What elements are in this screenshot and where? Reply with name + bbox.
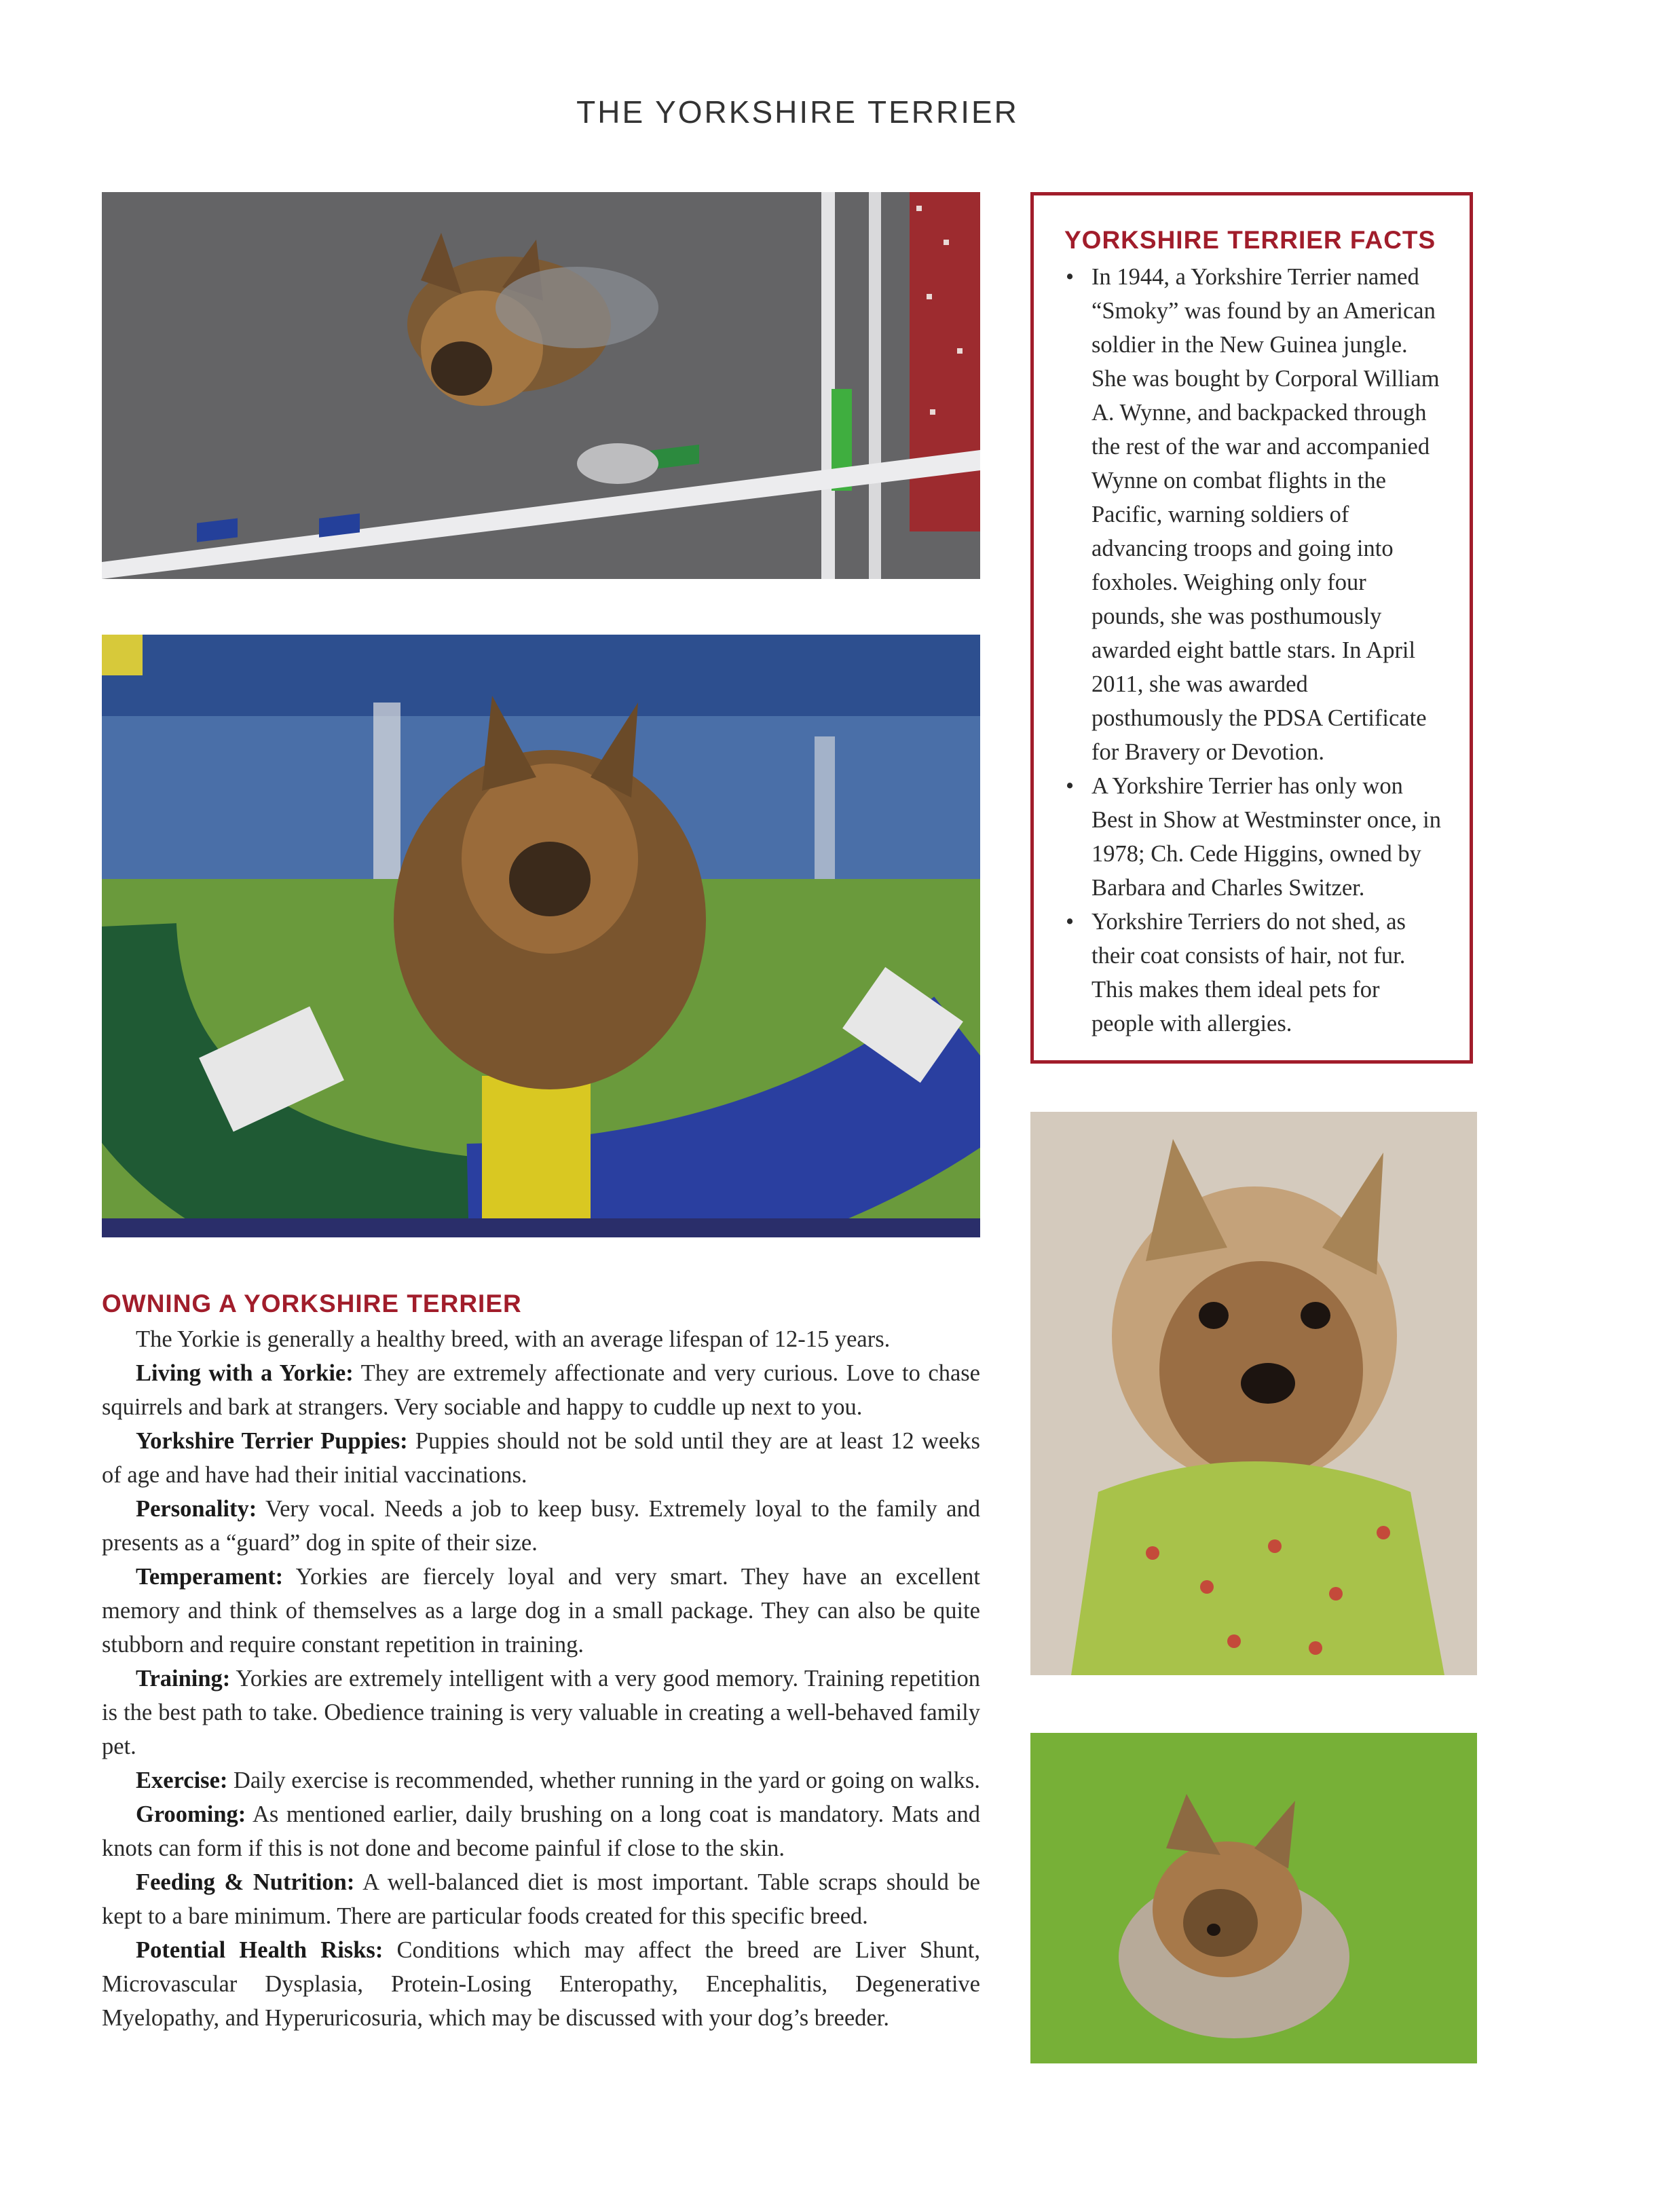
paragraph-text: Conditions which may affect the breed are Liver Shunt, Microvascular Dysplasia, Protein-Losing Enteropathy, Encephalitis, Degenerative Myelopathy, and Hyperuricosuria, which may be discussed with your dog’s breeder. — [102, 1937, 980, 2031]
owning-paragraph — [102, 1492, 980, 1560]
paragraph-text: Yorkies are fiercely loyal and very smart. They have an excellent memory and think of themselves as a large dog in a small package. They can also be quite stubborn and require constant repetition in training. — [102, 1564, 980, 1658]
owning-paragraph — [102, 1662, 980, 1763]
paragraph-label: Grooming: — [136, 1801, 246, 1827]
owning-paragraph — [102, 1424, 980, 1492]
owning-intro: The Yorkie is generally a healthy breed, with an average lifespan of 12-15 years. — [136, 1326, 891, 1352]
fact-item: • In 1944, a Yorkshire Terrier named “Smoky” was found by an American soldier in the New Guinea jungle. She was bought by Corporal William A. Wynne, and backpacked through the rest of the war and accompanied Wynne on combat flights in the Pacific, warning soldiers of advancing troops and going into foxholes. Weighing only four pounds, she was posthumously awarded eight battle stars. In April 2011, she was awarded posthumously the PDSA Certificate for Bravery or Devotion. — [1064, 260, 1442, 769]
photo-yorkie-grass — [1030, 1733, 1477, 2063]
paragraph-text: Very vocal. Needs a job to keep busy. Extremely loyal to the family and presents as a “guard” dog in spite of their size. — [102, 1496, 980, 1556]
facts-list — [1064, 260, 1442, 1041]
owning-section — [102, 1290, 980, 2035]
owning-paragraph — [102, 1356, 980, 1424]
owning-title: OWNING A YORKSHIRE TERRIER — [102, 1290, 522, 1317]
photo-yorkie-agility-jump — [102, 192, 980, 579]
owning-paragraph — [102, 1797, 980, 1865]
paragraph-text: A well-balanced diet is most important. Table scraps should be kept to a bare minimum. There are particular foods created for this specific breed. — [102, 1869, 980, 1929]
owning-paragraph — [102, 1865, 980, 1933]
photo-yorkie-tire-jump — [102, 635, 980, 1237]
paragraph-text: As mentioned earlier, daily brushing on a long coat is mandatory. Mats and knots can form if this is not done and become painful if close to the skin. — [102, 1801, 980, 1861]
paragraph-label: Feeding & Nutrition: — [136, 1869, 355, 1895]
paragraph-text: Puppies should not be sold until they are at least 12 weeks of age and have had their initial vaccinations. — [102, 1428, 980, 1488]
paragraph-label: Potential Health Risks: — [136, 1937, 384, 1963]
owning-paragraph — [102, 1933, 980, 2035]
fact-item: • A Yorkshire Terrier has only won Best in Show at Westminster once, in 1978; Ch. Cede Higgins, owned by Barbara and Charles Switzer. — [1064, 769, 1442, 905]
facts-title: YORKSHIRE TERRIER FACTS — [1064, 226, 1436, 254]
paragraph-label: Yorkshire Terrier Puppies: — [136, 1428, 408, 1454]
paragraph-label: Training: — [136, 1666, 231, 1691]
paragraph-label: Temperament: — [136, 1564, 284, 1590]
fact-item: • Yorkshire Terriers do not shed, as their coat consists of hair, not fur. This makes them ideal pets for people with allergies. — [1064, 905, 1442, 1041]
paragraph-text: They are extremely affectionate and very curious. Love to chase squirrels and bark at strangers. Very sociable and happy to cuddle up next to you. — [102, 1360, 980, 1420]
owning-paragraph — [102, 1763, 980, 1797]
paragraph-text: Yorkies are extremely intelligent with a very good memory. Training repetition is the best path to take. Obedience training is very valuable in creating a well-behaved family pet. — [102, 1666, 980, 1759]
paragraph-label: Exercise: — [136, 1767, 228, 1793]
owning-paragraph — [102, 1560, 980, 1662]
photo-yorkie-pajamas — [1030, 1112, 1477, 1675]
page-header: THE YORKSHIRE TERRIER — [576, 94, 1019, 130]
paragraph-text: Daily exercise is recommended, whether running in the yard or going on walks. — [234, 1767, 980, 1793]
paragraph-label: Living with a Yorkie: — [136, 1360, 354, 1386]
paragraph-label: Personality: — [136, 1496, 257, 1522]
facts-box — [1030, 192, 1473, 1064]
